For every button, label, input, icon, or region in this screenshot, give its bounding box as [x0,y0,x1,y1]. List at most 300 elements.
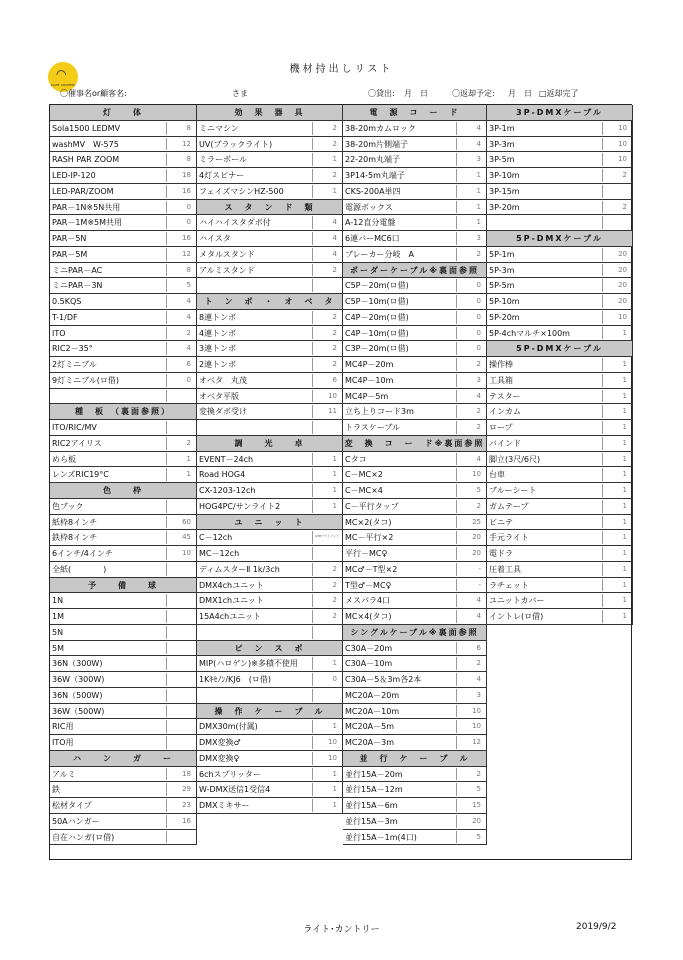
table-row [50,515,197,531]
client-label: 〇催事名or顧客名: [60,89,127,98]
column-2 [197,105,343,814]
section-title: 操 作 ケ ー ブ ル [214,706,325,716]
item-quantity: 11 [328,407,337,416]
item-quantity: 2 [476,501,481,510]
item-name: DMX4chユニット [199,580,264,590]
item-quantity: 4 [476,454,481,463]
section-title: 色 枠 [103,486,143,495]
item-name: 1M [52,612,64,621]
item-name: 36N（300W) [52,659,103,669]
cell-divider [166,594,167,607]
table-row [197,767,343,783]
item-name: PAR－5M [52,249,88,259]
item-name: トラスケーブル [345,423,401,432]
item-quantity: 3 [476,690,481,699]
item-quantity: 45 [182,533,191,542]
item-quantity: 4 [332,249,337,258]
item-name: 並行15A－1m(4口) [345,832,417,842]
section-title: 3P-DMXケーブル [516,108,603,117]
item-name: ITO [52,328,66,338]
table-row [343,483,487,499]
item-name: 圧着工具 [489,564,521,574]
table-row [197,137,343,153]
item-name: W-DMX送信1受信4 [199,785,271,795]
item-quantity: 12 [182,249,191,258]
item-name: MC－平行×2 [345,533,394,543]
item-name: ブルーシート [489,486,537,495]
section-header [197,515,343,531]
table-row [343,168,487,184]
item-name: 並行15A－6m [345,801,398,810]
item-quantity: 20 [472,816,481,825]
return-done-checkbox[interactable]: □返却完了 [539,89,579,98]
item-name: 5P-5m [489,281,515,291]
table-row [343,641,487,657]
item-name: ITO用 [52,738,74,747]
cell-divider [312,547,313,560]
section-title: 5P-DMXケーブル [516,234,603,243]
item-name: Cタコ [345,454,367,464]
item-quantity: 1 [622,407,627,416]
section-title: 効 果 器 具 [234,108,305,117]
section-title: 並 行 ケ ー ブ ル [359,753,470,763]
table-row [50,530,197,546]
item-quantity: 2 [332,265,337,274]
item-quantity: 4 [332,234,337,242]
item-name: ラチェット [489,580,529,590]
item-name: 並行15A－3m [345,816,398,826]
table-row [197,231,343,247]
table-row [50,420,197,436]
table-row [343,420,487,436]
item-quantity: 1 [622,470,627,479]
table-row [197,247,343,263]
table-row [487,436,633,452]
table-row [50,389,197,405]
table-row [50,625,197,641]
item-name: ミラーボール [199,155,247,165]
item-quantity: 0 [186,218,191,227]
item-name: C4P－20m(ロ借) [345,312,409,322]
item-quantity: 1 [332,454,337,463]
section-title: ピ ン ス ポ [234,643,305,653]
item-name: A-12直分電盤 [345,218,396,228]
item-quantity: 1 [622,596,627,605]
item-quantity: 10 [472,706,481,715]
item-quantity: 0 [476,344,481,353]
item-quantity: 1 [332,470,337,479]
page-title: 機材持出しリスト [289,64,394,75]
table-row [487,215,633,231]
item-quantity: 0 [186,202,191,211]
item-quantity: 2 [476,407,481,416]
item-name: ミニPAR－3N [52,281,103,291]
item-name: 22-20m丸端子 [345,155,401,165]
column-4 [487,105,633,625]
table-row [197,719,343,735]
item-name: C5P－10m(ロ借) [345,297,409,306]
footer-date: 2019/9/2 [576,922,617,932]
item-quantity: 1 [622,360,627,368]
table-row [50,499,197,515]
table-row [197,168,343,184]
item-quantity: 12 [472,738,481,746]
section-header [487,341,633,357]
item-name: ロープ [489,423,513,432]
item-quantity: 2 [332,123,337,132]
section-title: 変 換 コ ー ド※裏面参照 [344,438,485,448]
item-quantity: 8 [186,123,191,132]
item-name: MC×4(タコ) [345,612,392,621]
item-name: ブレーカー分岐 A [345,249,414,259]
table-row [343,546,487,562]
item-name: 2灯ミニブル [52,360,97,369]
column-1 [50,105,197,845]
cell-divider [166,500,167,513]
table-row [487,278,633,294]
item-quantity: 4 [186,312,191,321]
item-quantity: 10 [328,753,337,762]
table-row [343,814,487,830]
table-row [50,215,197,231]
item-quantity: 2 [476,360,481,368]
item-name: 6連バーMC6口 [345,234,400,243]
table-row [487,515,633,531]
section-title: ボーダーケーブル※裏面参照 [349,265,480,275]
item-quantity: 2 [332,360,337,368]
item-name: 3P-3m [489,139,515,149]
item-name: CX-1203-12ch [199,486,256,495]
item-name: MC×2(タコ) [345,517,392,527]
section-header [343,436,487,452]
item-name: イントレ(ロ借) [489,612,544,621]
table-row [343,184,487,200]
cell-divider [602,216,603,229]
table-row [197,215,343,231]
logo-text: LIGHT COUNTRY [50,83,76,87]
item-name: 5P-3m [489,265,515,275]
table-row [487,609,633,625]
table-row [50,452,197,468]
item-name: PAR－1N※5N共用 [52,202,121,212]
table-row [487,578,633,594]
item-quantity: 10 [618,139,627,148]
item-quantity: 1 [622,438,627,447]
item-quantity: - [478,580,481,589]
cell-divider [166,610,167,623]
table-row [197,263,343,279]
item-name: 紙枠8インチ [52,517,98,527]
table-row [50,704,197,720]
table-row [343,357,487,373]
item-name: EVENT－24ch [199,454,254,464]
item-name: 並行15A－20m [345,769,403,779]
table-row [487,326,633,342]
item-quantity: 18 [182,171,191,179]
item-quantity: 1 [332,155,337,164]
item-name: 脚立(3尺/6尺) [489,454,541,464]
item-quantity: 1 [476,171,481,179]
footer-company: ライト･カントリー [303,925,380,935]
item-name: MC4P－20m [345,360,394,369]
item-name: 立ち上りコード3m [345,407,414,417]
broadcast-icon: ◠ [56,67,67,81]
table-row [487,137,633,153]
section-title: 灯 体 [103,108,143,117]
item-quantity: 2 [332,344,337,353]
item-quantity: 60 [182,517,191,526]
item-quantity: 6 [476,643,481,652]
table-row [197,546,343,562]
table-row [50,562,197,578]
item-name: 1N [52,596,64,606]
table-row [197,420,343,436]
table-row [487,121,633,137]
item-name: C－平行タップ [345,501,399,511]
table-row [343,688,487,704]
item-quantity: 2 [332,580,337,589]
item-name: 1Kｷｾﾉﾝ/KJ6 (ロ借) [199,675,271,684]
table-row [343,152,487,168]
table-row [343,798,487,814]
table-row [50,200,197,216]
item-quantity: 2 [332,171,337,179]
section-header [343,263,487,279]
item-quantity: 10 [618,123,627,132]
item-name: RASH PAR ZOOM [52,155,120,165]
item-quantity: 10 [472,722,481,731]
item-quantity: 20 [618,265,627,274]
table-row [487,562,633,578]
item-quantity: 1 [332,486,337,494]
section-title: ユ ニ ッ ト [234,517,305,527]
item-quantity: 1 [186,470,191,479]
item-quantity: 1 [332,769,337,778]
item-name: ハイハイスタダボ付 [199,218,271,228]
table-row [487,200,633,216]
item-quantity: 10 [182,549,191,557]
item-name: C4P－10m(ロ借) [345,328,409,338]
section-title: 種 板 （裏面参照） [75,407,171,417]
table-row [343,515,487,531]
table-row [343,310,487,326]
item-quantity: 20 [618,297,627,305]
cell-divider [166,720,167,733]
item-quantity: 4 [476,391,481,400]
table-row [343,499,487,515]
item-name: メタルスタンド [199,249,255,259]
table-row [487,184,633,200]
item-quantity: 25 [472,517,481,526]
cell-divider [166,390,167,403]
item-name: DMX変換♂ [199,738,241,747]
item-name: ビニテ [489,517,513,527]
section-header [50,578,197,594]
item-name: 0.5KQS [52,297,82,306]
table-row [50,357,197,373]
table-row [487,294,633,310]
item-quantity: 29 [182,785,191,794]
table-row [343,782,487,798]
table-row [343,215,487,231]
item-name: C30A－10m [345,659,393,669]
table-row [487,420,633,436]
item-name: C3P－20m(ロ借) [345,344,409,354]
item-quantity: 1 [622,612,627,620]
item-quantity: 2 [332,139,337,148]
cell-divider [166,421,167,434]
cell-divider [166,673,167,686]
table-row [50,467,197,483]
table-row [50,782,197,798]
table-row [50,436,197,452]
item-quantity: 2 [476,423,481,431]
table-row [197,357,343,373]
table-row [50,735,197,751]
item-name: MC4P－5m [345,391,389,401]
item-quantity: 1 [476,202,481,211]
table-row [343,562,487,578]
item-name: MC20A－20m [345,690,400,700]
item-quantity: 1 [622,501,627,510]
item-quantity: 20 [618,281,627,290]
section-header [197,105,343,121]
item-name: 9灯ミニブル(ロ借) [52,375,120,385]
section-header [50,105,197,121]
section-header [197,294,343,310]
item-quantity: 16 [182,186,191,195]
item-quantity: 1 [332,659,337,668]
item-quantity: 5 [476,486,481,494]
item-quantity: 1 [622,549,627,557]
item-name: メスパラ4口 [345,596,391,606]
table-row [197,735,343,751]
table-row [487,310,633,326]
item-quantity: 1 [332,785,337,794]
cell-divider [312,421,313,434]
item-name: C－MC×2 [345,470,383,480]
item-name: オベタ平版 [199,391,239,401]
item-name: washMV W-575 [52,139,119,149]
item-quantity: 1 [622,375,627,384]
table-row [197,121,343,137]
item-name: 6インチ/4インチ [52,549,113,558]
item-quantity: 2 [622,202,627,211]
item-name: 15A4chユニット [199,612,261,621]
item-name: ミニPAR－AC [52,265,103,275]
table-row [50,247,197,263]
table-row [50,310,197,326]
table-row [50,672,197,688]
table-row [50,373,197,389]
item-name: レンズRIC19°C [52,470,109,480]
item-name: 3連トンボ [199,344,237,354]
item-quantity: 1 [622,328,627,337]
item-name: DMX1chユニット [199,596,264,606]
item-name: 電源ボックス [345,202,393,212]
item-name: フェイズマシンHZ-500 [199,186,284,196]
table-row [487,168,633,184]
item-quantity: 1 [332,501,337,510]
item-quantity: 2 [332,612,337,620]
item-quantity: 2 [186,328,191,337]
item-name: RIC用 [52,722,74,732]
section-header [343,751,487,767]
item-quantity: 6 [332,375,337,384]
item-name: 手元ライト [489,533,529,543]
item-name: 工具箱 [489,375,513,385]
item-name: 5M [52,643,64,653]
table-row [197,672,343,688]
return-date: 月 日 [508,89,532,98]
item-name: 色ブック [52,501,84,511]
item-quantity: 1 [476,186,481,195]
table-row [197,530,343,546]
table-row [343,704,487,720]
cell-divider [166,705,167,718]
table-row [50,719,197,735]
table-row [50,263,197,279]
item-name: 8連トンボ [199,312,237,322]
table-row [197,798,343,814]
table-row [197,688,343,704]
table-row [197,656,343,672]
item-name: 38-20mカムロック [345,123,416,133]
item-name: C30A－20m [345,643,393,653]
item-name: LED-PAR/ZOOM [52,186,114,196]
item-quantity: 4 [476,596,481,605]
item-name: MC20A－5m [345,722,395,732]
item-note: ※3Pアウトプット [315,534,339,539]
table-row [197,404,343,420]
table-row [343,830,487,846]
item-quantity: 1 [622,533,627,542]
lend-label: 〇貸出: [368,89,395,98]
section-header [50,404,197,420]
item-name: 自在ハンガ(ロ借) [52,832,115,842]
section-header [487,231,633,247]
column-3 [343,105,487,845]
cell-divider [312,626,313,639]
item-name: 5P-10m [489,297,520,306]
item-name: 松材タイプ [52,801,92,810]
item-quantity: 1 [332,722,337,731]
item-name: 3P-10m [489,171,520,180]
item-quantity: 15 [472,801,481,809]
table-row [343,389,487,405]
table-row [50,767,197,783]
item-name: 4連トンボ [199,328,237,338]
table-row [197,751,343,767]
table-row [197,278,343,294]
item-quantity: 4 [186,297,191,305]
section-header [487,105,633,121]
item-name: MC♂－T型×2 [345,564,398,574]
section-title: 調 光 卓 [234,438,305,448]
item-quantity: 8 [186,265,191,274]
table-row [343,373,487,389]
cell-divider [312,531,313,544]
item-name: MIP(ハロゲン)※多積不使用 [199,659,298,669]
item-name: T型♂－MC♀ [345,580,392,590]
item-name: 変換ダボ受け [199,407,247,417]
item-name: 3P-5m [489,155,515,165]
item-name: UV(ブラックライト) [199,139,273,149]
table-row [343,121,487,137]
item-name: DMX変換♀ [199,753,240,763]
item-quantity: 2 [476,659,481,668]
item-name: 3P-15m [489,186,520,196]
